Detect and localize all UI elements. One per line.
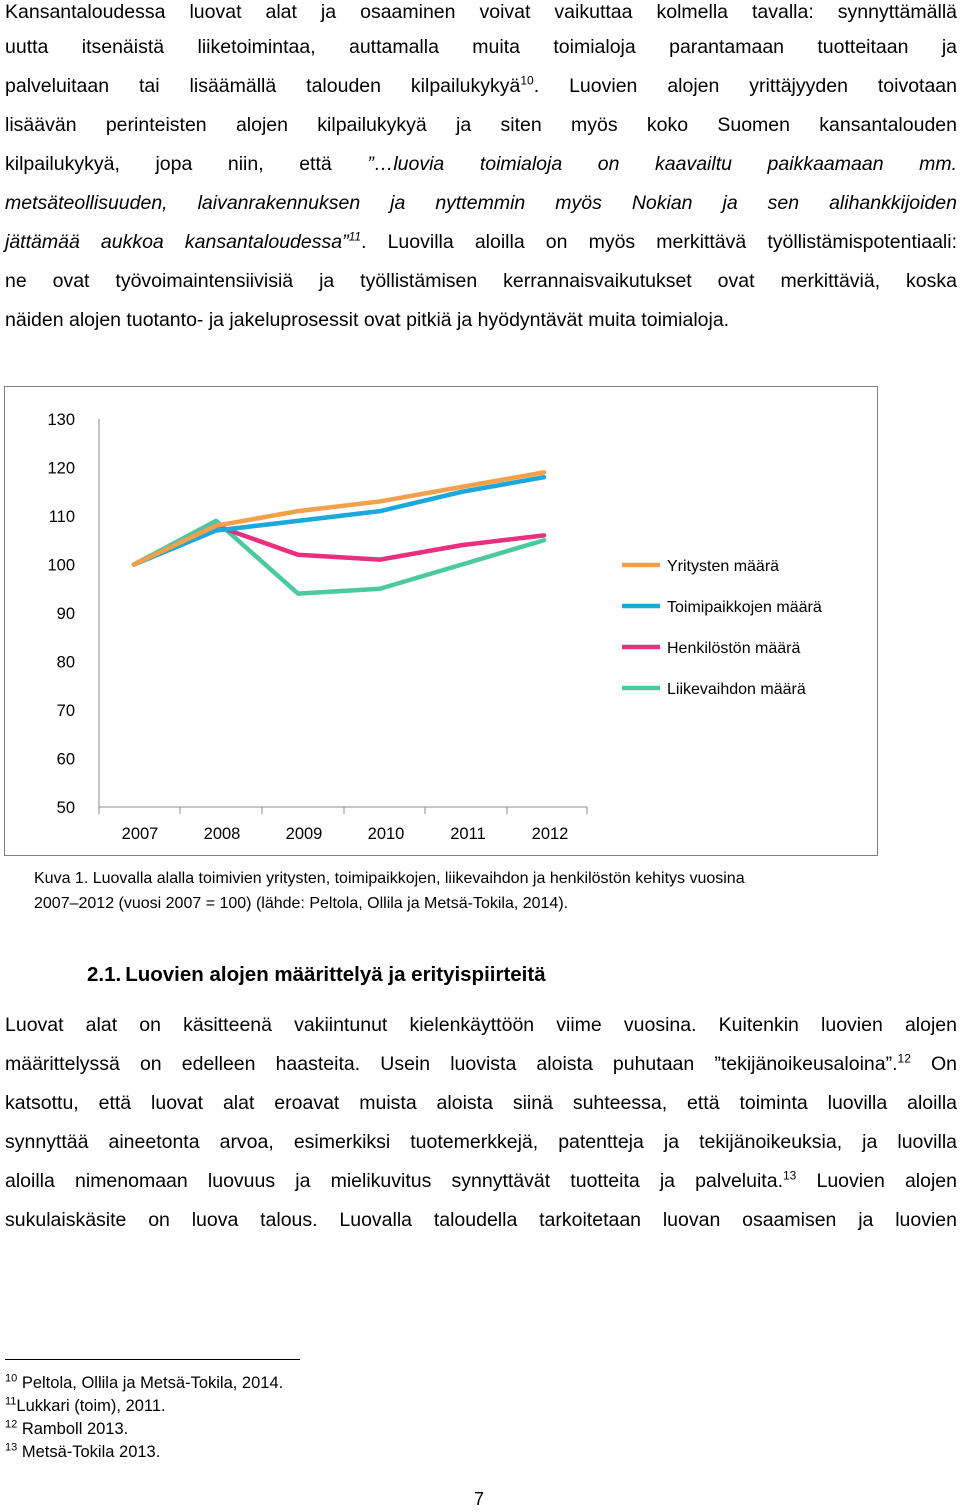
- series-line: [134, 477, 544, 564]
- x-tick-label: 2009: [285, 825, 323, 843]
- paragraph2-line5-text: aloilla nimenomaan luovuus ja mielikuvitus synnyttävät tuotteita ja palveluita.: [5, 1170, 783, 1192]
- paragraph1-line7-quote: jättämää aukkoa kansantaloudessa”: [5, 231, 349, 253]
- footnote-number: 13: [5, 1441, 18, 1454]
- paragraph1-line5-quote: ”…luovia toimialoja on kaavailtu paikkaamaan mm.: [367, 153, 958, 175]
- y-tick-label: 90: [56, 605, 75, 623]
- paragraph1-line8: ne ovat työvoimaintensiivisiä ja työllistämisen kerrannaisvaikutukset ovat merkittäviä, koska: [5, 270, 957, 292]
- x-tick-label: 2012: [531, 825, 569, 843]
- paragraph2-line5: [5, 1169, 957, 1193]
- paragraph1-line1: Kansantaloudessa luovat alat ja osaaminen voivat vaikuttaa kolmella tavalla: synnyttämällä: [5, 1, 957, 23]
- section-number: 2.1.: [87, 963, 122, 986]
- footnote-ref-10[interactable]: 10: [520, 73, 534, 88]
- footnote-ref-11[interactable]: 11: [348, 229, 362, 244]
- y-tick-label: 70: [56, 702, 75, 720]
- y-tick-label: 100: [47, 556, 75, 575]
- footnote-number: 10: [5, 1372, 18, 1385]
- footnote-ref-13[interactable]: 13: [782, 1168, 797, 1183]
- footnote-text: Lukkari (toim), 2011.: [16, 1397, 166, 1415]
- paragraph1-line9: näiden alojen tuotanto- ja jakeluprosessit ovat pitkiä ja hyödyntävät muita toimialoja.: [5, 309, 730, 331]
- legend-label: Yritysten määrä: [667, 558, 780, 575]
- paragraph1-line6: metsäteollisuuden, laivanrakennuksen ja nyttemmin myös Nokian ja sen alihankkijoiden: [5, 192, 957, 214]
- y-tick-label: 120: [47, 459, 75, 478]
- legend-label: Toimipaikkojen määrä: [667, 599, 822, 616]
- paragraph1-line5: [5, 152, 957, 176]
- figure-caption-line2: 2007–2012 (vuosi 2007 = 100) (lähde: Peltola, Ollila ja Metsä-Tokila, 2014).: [34, 895, 569, 912]
- footnote-divider: [5, 1359, 300, 1360]
- paragraph2-line2-text: määrittelyssä on edelleen haasteita. Usein luovista aloista puhutaan ”tekijänoikeusaloina”.: [5, 1053, 898, 1075]
- paragraph2-line3: katsottu, että luovat alat eroavat muista aloista siinä suhteessa, että toiminta luovilla aloilla: [5, 1092, 957, 1114]
- y-tick-label: 50: [56, 799, 75, 817]
- paragraph1-line3-rest: . Luovien alojen yrittäjyyden toivotaan: [533, 75, 957, 97]
- x-tick-label: 2008: [203, 825, 241, 843]
- paragraph2-line2-rest: On: [910, 1053, 957, 1075]
- paragraph1-line2: uutta itsenäistä liiketoimintaa, auttamalla muita toimialoja parantamaan tuotteitaan ja: [5, 36, 957, 58]
- paragraph1-line5-plain: kilpailukykyä, jopa niin, että: [5, 153, 332, 175]
- footnote-text: Peltola, Ollila ja Metsä-Tokila, 2014.: [17, 1374, 284, 1392]
- footnote-number: 11: [5, 1395, 17, 1408]
- y-tick-label: 130: [47, 411, 75, 429]
- footnote-13: [5, 1442, 160, 1462]
- section-title: Luovien alojen määrittelyä ja erityispiirteitä: [125, 963, 546, 986]
- paragraph2-line6: sukulaiskäsite on luova talous. Luovalla taloudella tarkoitetaan luovan osaamisen ja luovien: [5, 1209, 957, 1231]
- y-tick-label: 60: [56, 750, 75, 769]
- paragraph1-line7-rest: . Luovilla aloilla on myös merkittävä työllistämispotentiaali:: [361, 231, 958, 253]
- paragraph2-line4: synnyttää aineetonta arvoa, esimerkiksi tuotemerkkejä, patentteja ja tekijänoikeuksia, ja luovilla: [5, 1131, 957, 1153]
- x-tick-label: 2011: [450, 825, 486, 843]
- legend-label: Liikevaihdon määrä: [667, 681, 806, 698]
- paragraph2-line1: Luovat alat on käsitteenä vakiintunut kielenkäyttöön viime vuosina. Kuitenkin luovien alojen: [5, 1014, 957, 1036]
- footnote-ref-12[interactable]: 12: [897, 1051, 911, 1066]
- paragraph1-line7: [5, 230, 957, 254]
- x-tick-label: 2007: [121, 825, 159, 843]
- paragraph1-line3-text: palveluitaan tai lisäämällä talouden kilpailukykyä: [5, 75, 521, 97]
- figure-caption-line1: Kuva 1. Luovalla alalla toimivien yritysten, toimipaikkojen, liikevaihdon ja henkilöstön kehitys vuosina: [34, 870, 745, 887]
- footnote-12: [5, 1419, 128, 1439]
- line-chart: [4, 386, 878, 856]
- footnote-text: Metsä-Tokila 2013.: [17, 1443, 161, 1461]
- footnote-10: [5, 1373, 283, 1393]
- paragraph1-line3: [5, 74, 957, 98]
- page-number: 7: [474, 1489, 485, 1509]
- chart-canvas: [5, 387, 879, 857]
- paragraph2-line5-rest: Luovien alojen: [796, 1170, 957, 1192]
- legend-label: Henkilöstön määrä: [667, 640, 801, 657]
- paragraph2-line2: [5, 1052, 957, 1076]
- y-tick-label: 110: [48, 508, 75, 526]
- footnote-text: Ramboll 2013.: [17, 1420, 129, 1438]
- footnote-number: 12: [5, 1418, 18, 1431]
- x-tick-label: 2010: [367, 825, 405, 843]
- y-tick-label: 80: [56, 653, 75, 672]
- paragraph1-line4: lisäävän perinteisten alojen kilpailukykyä ja siten myös koko Suomen kansantalouden: [5, 114, 957, 136]
- footnote-11: [5, 1396, 166, 1416]
- section-heading: [87, 963, 546, 987]
